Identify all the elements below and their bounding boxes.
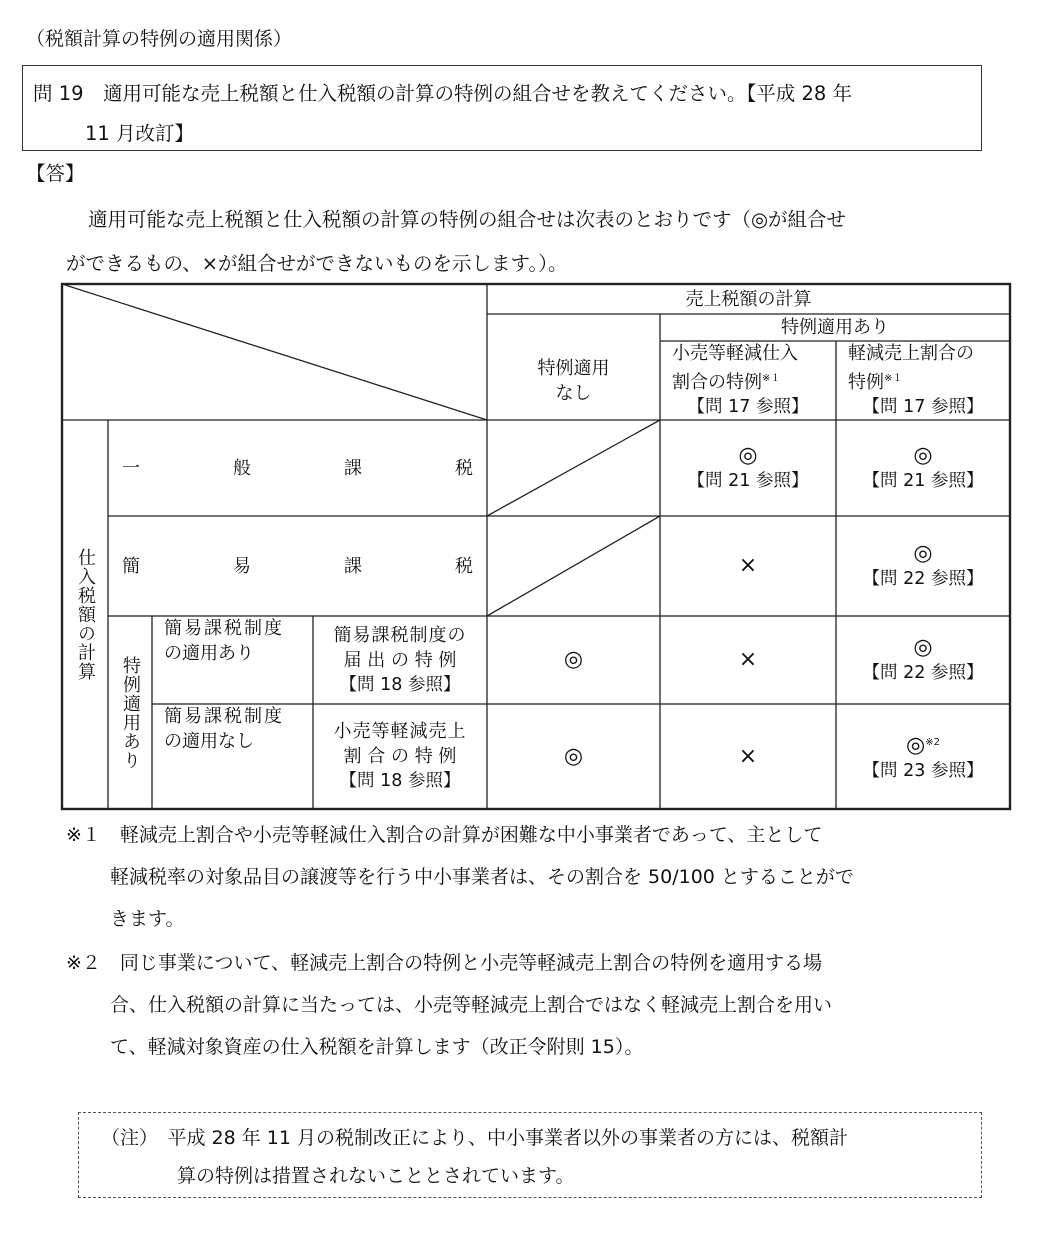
row-ippan-char-1: 一	[122, 457, 140, 479]
row-ippan-char-4: 税	[455, 457, 473, 479]
cell-ref: 【問 21 参照】	[687, 470, 809, 491]
cell-a-keigen	[836, 616, 1010, 704]
footnote-1-line-3: きます。	[110, 908, 185, 930]
cross-mark: ×	[738, 743, 758, 769]
row-a-desc-line-2: 届 出 の 特 例	[343, 649, 457, 671]
footnote-2-line-1: ※２ 同じ事業について、軽減売上割合の特例と小売等軽減売上割合の特例を適用する場	[66, 952, 823, 974]
cross-mark: ×	[738, 553, 758, 578]
cell-a-nashi	[487, 616, 660, 704]
header-keigen-line-1: 軽減売上割合の	[848, 343, 974, 364]
header-kouri-line-1: 小売等軽減仕入	[672, 343, 798, 364]
row-b-label	[152, 704, 313, 809]
row-b-label-line-1: 簡易課税制度	[164, 706, 284, 727]
row-b-ref: 【問 18 参照】	[339, 771, 461, 791]
double-circle-mark: ◎	[563, 743, 584, 769]
footnote-2	[66, 942, 986, 1068]
header-keigen-tokurei	[836, 341, 1010, 420]
row-kan-i-char-1: 簡	[122, 555, 140, 577]
row-a-label-line-2: の適用あり	[164, 643, 254, 664]
row-b-desc-line-1: 小売等軽減売上	[333, 721, 467, 742]
header-keigen-ref: 【問 17 参照】	[862, 397, 984, 417]
footnote-2-line-3: て、軽減対象資産の仕入税額を計算します（改正令附則 15）。	[110, 1036, 644, 1058]
header-kouri-sup: ※１	[762, 373, 781, 384]
row-ippan-char-2: 般	[233, 457, 251, 479]
row-kan-i-label	[108, 516, 487, 616]
footnote-1	[66, 814, 986, 940]
double-circle-mark: ◎	[906, 732, 926, 758]
note-box-line-1: （注） 平成 28 年 11 月の税制改正により、中小事業者以外の事業者の方には、税額計	[101, 1127, 849, 1149]
cell-ippan-kouri	[660, 420, 836, 516]
row-a-desc-line-1: 簡易課税制度の	[333, 624, 467, 646]
answer-line-2: ができるもの、×が組合せができないものを示します。）。	[66, 252, 568, 275]
cell-b-keigen	[836, 704, 1010, 809]
header-keigen-line-2: 特例	[848, 372, 884, 393]
header-kouri-line-2: 割合の特例	[672, 372, 762, 393]
section-heading: （税額計算の特例の適用関係）	[26, 28, 293, 50]
header-kouri-tokurei	[660, 341, 836, 420]
header-kouri-ref: 【問 17 参照】	[687, 397, 809, 417]
double-circle-mark: ◎	[913, 442, 933, 468]
double-circle-mark: ◎	[913, 634, 933, 660]
sub-group-tokurei-ari	[108, 616, 152, 809]
row-ippan-label	[108, 420, 487, 516]
sub-group-tokurei-ari-text: 特例適用あり	[120, 655, 141, 770]
header-nashi-line-2: なし	[555, 382, 592, 404]
cell-a-kouri	[660, 616, 836, 704]
row-kan-i-char-4: 税	[455, 555, 473, 577]
cell-b-kouri	[660, 704, 836, 809]
row-kan-i-char-3: 課	[344, 555, 362, 577]
answer-label: 【答】	[26, 162, 85, 185]
row-b-label-line-2: の適用なし	[164, 731, 254, 752]
row-b-desc-line-2: 割 合 の 特 例	[343, 746, 457, 767]
row-group-shiire	[62, 420, 108, 809]
answer-line-1: 適用可能な売上税額と仕入税額の計算の特例の組合せは次表のとおりです（◎が組合せ	[88, 208, 847, 231]
footnote-1-line-2: 軽減税率の対象品目の譲渡等を行う中小事業者は、その割合を 50/100 とすることがで	[110, 866, 854, 888]
row-a-desc	[313, 616, 487, 704]
cell-kan-i-keigen	[836, 516, 1010, 616]
header-keigen-sup: ※１	[884, 373, 903, 384]
cell-ref: 【問 22 参照】	[862, 568, 984, 589]
cell-b-nashi	[487, 704, 660, 809]
double-circle-mark: ◎	[563, 647, 584, 672]
sup-note-2: ※2	[925, 736, 940, 748]
row-ippan-char-3: 課	[344, 457, 362, 479]
double-circle-mark: ◎	[913, 540, 933, 566]
cell-kan-i-kouri	[660, 516, 836, 616]
cell-ref: 【問 23 参照】	[862, 760, 984, 781]
footnote-2-line-2: 合、仕入税額の計算に当たっては、小売等軽減売上割合ではなく軽減売上割合を用い	[110, 994, 833, 1016]
header-sales-calc: 売上税額の計算	[685, 288, 812, 310]
note-box	[78, 1112, 982, 1198]
question-line-2: 11 月改訂】	[85, 122, 195, 145]
row-a-label	[152, 616, 313, 704]
cell-ref: 【問 21 参照】	[862, 470, 984, 491]
row-a-label-line-1: 簡易課税制度	[164, 618, 284, 639]
cross-mark: ×	[738, 647, 758, 672]
header-tokurei-ari: 特例適用あり	[781, 317, 889, 338]
footnote-1-line-1: ※１ 軽減売上割合や小売等軽減仕入割合の計算が困難な中小事業者であって、主として	[66, 824, 823, 846]
header-tokurei-nashi	[487, 341, 660, 420]
cell-ippan-keigen	[836, 420, 1010, 516]
row-a-ref: 【問 18 参照】	[339, 674, 461, 695]
row-kan-i-char-2: 易	[233, 555, 251, 577]
double-circle-mark: ◎	[738, 442, 758, 468]
row-b-desc	[313, 704, 487, 809]
cell-ref: 【問 22 参照】	[862, 662, 984, 683]
note-box-line-2: 算の特例は措置されないこととされています。	[177, 1165, 575, 1187]
row-group-shiire-text: 仕入税額の計算	[75, 548, 96, 681]
header-nashi-line-1: 特例適用	[537, 357, 610, 379]
question-line-1: 問 19 適用可能な売上税額と仕入税額の計算の特例の組合せを教えてください。【平成 28 年	[33, 82, 852, 105]
